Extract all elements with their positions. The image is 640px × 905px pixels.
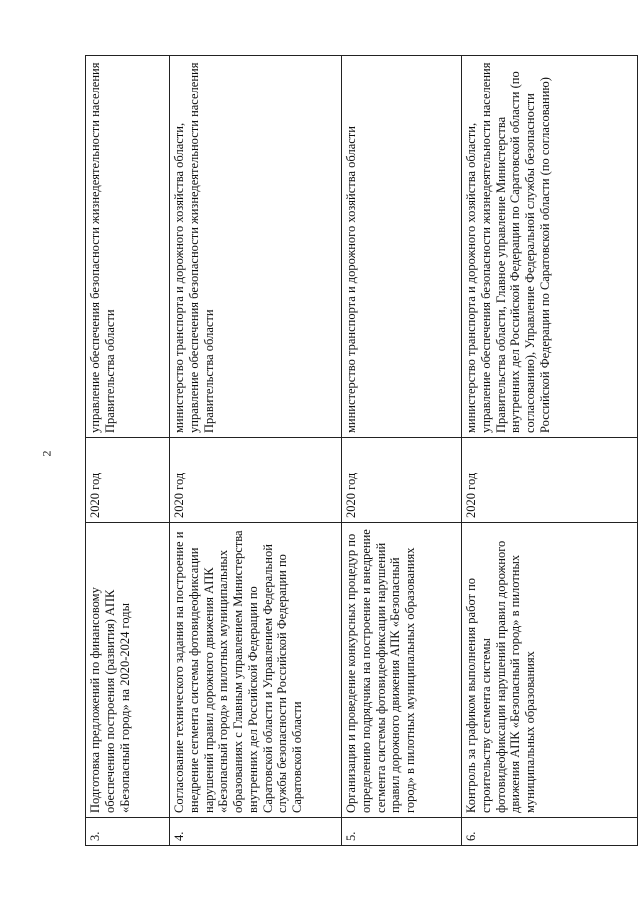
responsible-cell: министерство транспорта и дорожного хозяйства области	[342, 56, 462, 438]
table-row	[86, 56, 170, 846]
rotated-table-content	[85, 56, 637, 846]
responsible-cell: министерство транспорта и дорожного хозяйства области, управление обеспечения безопасности жизнедеятельности населения Правительства области, Главное управление Министерства внутренних дел Российской Федерации по Саратовской области (по согласованию), Управление Федеральной службы безопасности Российской Федерации по Саратовской области (по согласованию)	[462, 56, 638, 438]
row-number: 3.	[86, 818, 170, 846]
deadline-cell: 2020 год	[342, 438, 462, 523]
action-plan-table	[85, 55, 638, 846]
table-row	[342, 56, 462, 846]
deadline-cell: 2020 год	[170, 438, 342, 523]
task-cell: Согласование технического задания на построение и внедрение сегмента системы фотовидеофиксации нарушений правил дорожного движения АПК «Безопасный город» в пилотных муниципальных образованиях с Главным управлением Министерства внутренних дел Российской Федерации по Саратовской области и Управлением Федеральной службы безопасности Российской Федерации по Саратовской области	[170, 523, 342, 818]
page-number: 2	[39, 450, 54, 457]
row-number: 6.	[462, 818, 638, 846]
rotated-table-frame	[85, 56, 637, 846]
task-cell: Подготовка предложений по финансовому обеспечению построения (развития) АПК «Безопасный город» на 2020-2024 годы	[86, 523, 170, 818]
responsible-cell: управление обеспечения безопасности жизнедеятельности населения Правительства области	[86, 56, 170, 438]
deadline-cell: 2020 год	[86, 438, 170, 523]
row-number: 5.	[342, 818, 462, 846]
table-row	[170, 56, 342, 846]
row-number: 4.	[170, 818, 342, 846]
task-cell: Контроль за графиком выполнения работ по строительству сегмента системы фотовидеофиксации нарушений правил дорожного движения АПК «Безопасный город» в пилотных муниципальных образованиях	[462, 523, 638, 818]
table-row	[462, 56, 638, 846]
deadline-cell: 2020 год	[462, 438, 638, 523]
task-cell: Организация и проведение конкурсных процедур по определению подрядчика на построение и внедрение сегмента системы фотовидеофиксации нарушений правил дорожного движения АПК «Безопасный город» в пилотных муниципальных образованиях	[342, 523, 462, 818]
responsible-cell: министерство транспорта и дорожного хозяйства области, управление обеспечения безопасности жизнедеятельности населения Правительства области	[170, 56, 342, 438]
